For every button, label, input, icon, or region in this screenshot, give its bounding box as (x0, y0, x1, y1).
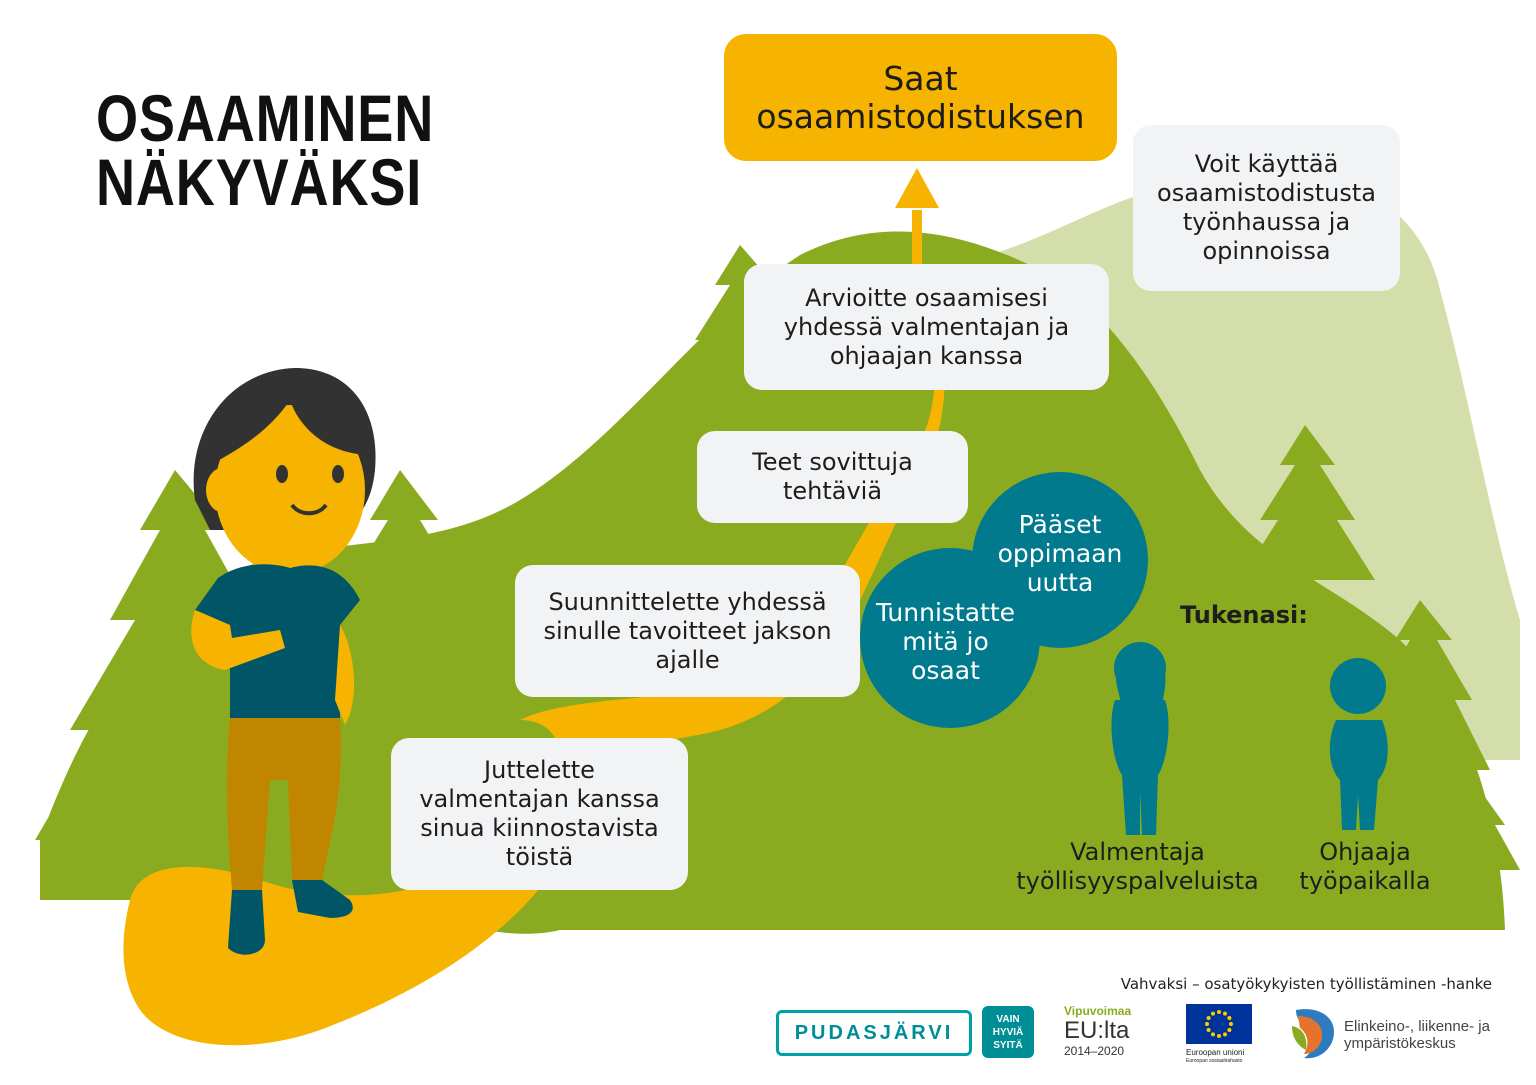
step-1-line-2: valmentajan kanssa (419, 785, 660, 813)
vhs-line-2: HYVIÄ (992, 1026, 1024, 1038)
circle-1-line-3: osaat (911, 656, 980, 685)
vipuvoimaa-logo (1064, 1004, 1154, 1058)
ely-logo (1288, 1006, 1498, 1062)
ely-line-2: ympäristökeskus (1344, 1035, 1456, 1052)
circle-1-line-1: Tunnistatte (875, 598, 1016, 627)
title-line-2: NÄKYVÄKSI (96, 145, 423, 219)
page-title (96, 81, 435, 219)
title-line-1: OSAAMINEN (96, 81, 435, 155)
step-4-line-3: ohjaajan kanssa (829, 341, 1024, 370)
role-coach-line-1: Valmentaja (1070, 838, 1205, 866)
step-2-line-2: sinulle tavoitteet jakson (543, 616, 832, 645)
step-box-discuss (391, 738, 688, 890)
note-line-4: opinnoissa (1202, 237, 1331, 265)
goal-line-1: Saat (883, 58, 958, 98)
step-box-plan (515, 565, 860, 697)
step-1-line-3: sinua kiinnostavista (420, 814, 659, 842)
role-coach-line-2: työllisyyspalveluista (1016, 867, 1259, 895)
role-supervisor (1280, 838, 1450, 896)
role-supervisor-line-1: Ohjaaja (1319, 838, 1411, 866)
vipuvoimaa-years: 2014–2020 (1064, 1044, 1125, 1058)
ely-line-1: Elinkeino-, liikenne- ja (1344, 1018, 1490, 1035)
step-2-line-3: ajalle (655, 645, 720, 674)
esf-label: Euroopan sosiaalirahasto (1186, 1058, 1243, 1064)
step-1-line-1: Juttelette (484, 756, 595, 784)
eu-flag-icon (1186, 1004, 1252, 1044)
step-3-line-2: tehtäviä (782, 477, 883, 505)
note-line-2: osaamistodistusta (1157, 179, 1376, 207)
step-box-tasks (697, 431, 968, 523)
vain-hyvia-syita-logo (982, 1006, 1034, 1058)
note-line-3: työnhaussa ja (1182, 208, 1351, 236)
circle-2-line-1: Pääset (1018, 510, 1102, 539)
project-name: Vahvaksi – osatyökykyisten työllistäminen -hanke (1120, 975, 1492, 993)
circle-learn-text (985, 510, 1135, 597)
vhs-line-3: SYITÄ (993, 1039, 1023, 1051)
step-box-assess (744, 264, 1109, 390)
eu-label: Euroopan unioni (1186, 1048, 1245, 1057)
step-1-line-4: töistä (505, 843, 574, 871)
vhs-line-1: VAIN (996, 1013, 1020, 1025)
circle-1-line-2: mitä jo (902, 627, 989, 656)
circle-2-line-2: oppimaan (997, 539, 1123, 568)
goal-line-2: osaamistodistuksen (756, 96, 1085, 136)
goal-box (724, 34, 1117, 161)
vipuvoimaa-label: Vipuvoimaa (1064, 1004, 1132, 1018)
path-arrow-head (895, 168, 939, 208)
vipuvoimaa-eu: EU:lta (1064, 1017, 1130, 1044)
note-box (1133, 125, 1400, 291)
pudasjarvi-logo (776, 1010, 972, 1056)
step-2-line-1: Suunnittelette yhdessä (548, 587, 827, 616)
role-supervisor-line-2: työpaikalla (1299, 867, 1431, 895)
support-label: Tukenasi: (1180, 601, 1308, 629)
step-4-line-1: Arvioitte osaamisesi (805, 283, 1048, 312)
circle-recognize-text (868, 598, 1023, 685)
eu-logo (1186, 1004, 1252, 1064)
circle-2-line-3: uutta (1026, 568, 1094, 597)
ely-emblem-icon (1288, 1006, 1338, 1062)
role-coach (1000, 838, 1275, 896)
step-4-line-2: yhdessä valmentajan ja (783, 312, 1070, 341)
note-line-1: Voit käyttää (1194, 150, 1339, 178)
pudasjarvi-wordmark: PUDASJÄRVI (794, 1021, 954, 1044)
step-3-line-1: Teet sovittuja (752, 448, 913, 476)
